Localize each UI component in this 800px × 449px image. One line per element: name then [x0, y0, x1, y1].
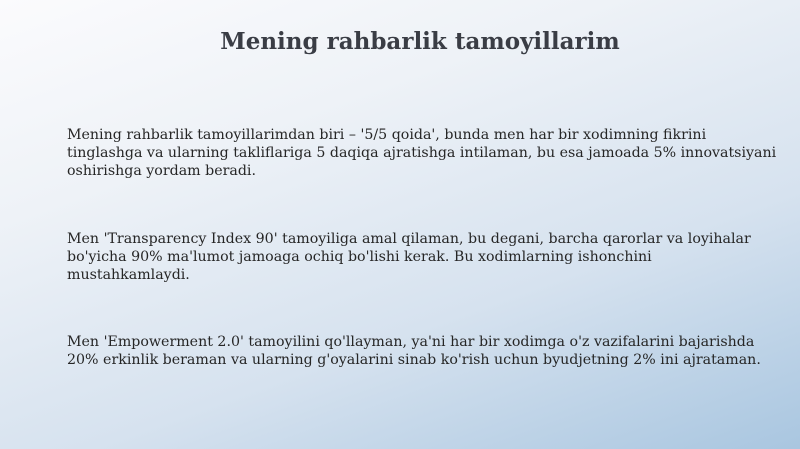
paragraph-five-five-rule: Mening rahbarlik tamoyillarimdan biri – '5/5 qoida', bunda men har bir xodimning fikrini tinglashga va ularning takliflariga 5 daqiqa ajratishga intilaman, bu esa jamoada 5% innovatsiyani oshirishga yordam beradi. [67, 127, 777, 179]
slide-title: Mening rahbarlik tamoyillarim [220, 28, 620, 55]
paragraph-empowerment: Men 'Empowerment 2.0' tamoyilini qo'llayman, ya'ni har bir xodimga o'z vazifalarini bajarishda 20% erkinlik beraman va ularning g'oyalarini sinab ko'rish uchun byudjetning 2% ini ajrataman. [67, 334, 761, 368]
paragraph-transparency-index: Men 'Transparency Index 90' tamoyiliga amal qilaman, bu degani, barcha qarorlar va loyihalar bo'yicha 90% ma'lumot jamoaga ochiq bo'lishi kerak. Bu xodimlarning ishonchini mustahkamlaydi. [67, 231, 751, 283]
